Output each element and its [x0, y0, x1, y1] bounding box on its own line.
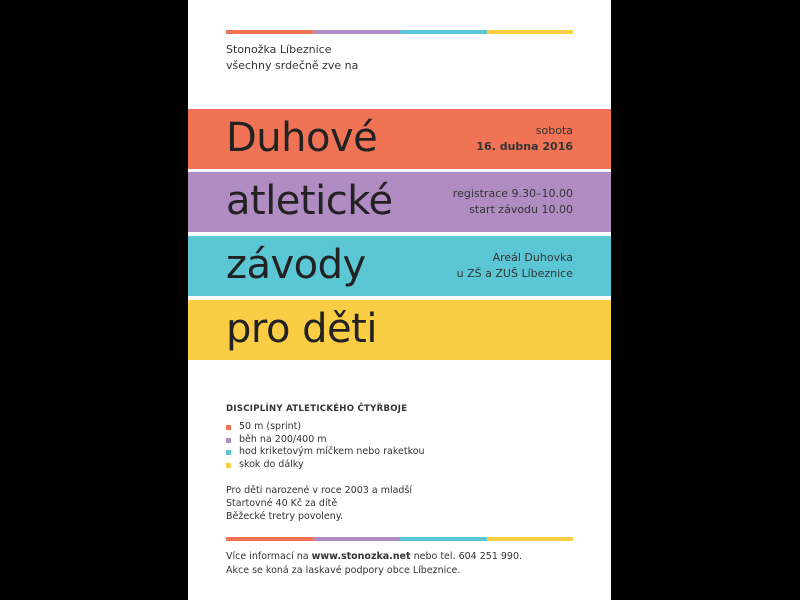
bullet-square-icon [226, 425, 231, 430]
top-stripe-orange [226, 30, 313, 34]
start-time: start závodu 10.00 [469, 203, 573, 216]
band-cyan [188, 236, 611, 296]
disciplines-list [226, 421, 425, 471]
bottom-stripe-purple [313, 537, 400, 541]
list-item: skok do dálky [226, 459, 425, 472]
top-stripe-cyan [400, 30, 487, 34]
bottom-stripe-cyan [400, 537, 487, 541]
sponsor-line: Akce se koná za laskavé podpory obce Líbeznice. [226, 565, 461, 576]
title-line-2: atletické [226, 178, 393, 224]
date-block [476, 123, 573, 155]
footer [226, 550, 522, 578]
website-link[interactable]: www.stonozka.net [311, 551, 411, 562]
bottom-stripe-orange [226, 537, 313, 541]
bottom-stripe-yellow [487, 537, 573, 541]
list-item: běh na 200/400 m [226, 434, 425, 447]
bullet-square-icon [226, 438, 231, 443]
notes [226, 484, 412, 523]
age-note: Pro děti narozené v roce 2003 a mladší [226, 485, 413, 496]
registration-time: registrace 9.30–10.00 [452, 187, 573, 200]
band-orange [188, 109, 611, 169]
title-line-4: pro děti [226, 306, 377, 352]
bullet-square-icon [226, 450, 231, 455]
shoes-note: Běžecké tretry povoleny. [226, 511, 344, 522]
weekday: sobota [535, 124, 573, 137]
top-stripe-yellow [487, 30, 573, 34]
band-yellow [188, 300, 611, 360]
disciplines-heading: DISCIPLÍNY ATLETICKÉHO ČTYŘBOJE [226, 404, 408, 414]
poster [188, 0, 611, 600]
organizer: Stonožka Líbeznice [226, 43, 332, 56]
intro-text [226, 42, 358, 74]
venue-block [457, 250, 573, 282]
fee-note: Startovné 40 Kč za dítě [226, 498, 338, 509]
invitation: všechny srdečně zve na [226, 59, 359, 72]
title-line-3: závody [226, 242, 366, 288]
top-stripe-purple [313, 30, 400, 34]
title-line-1: Duhové [226, 115, 378, 161]
event-date: 16. dubna 2016 [476, 140, 573, 153]
list-item: 50 m (sprint) [226, 421, 425, 434]
venue-name: Areál Duhovka [492, 251, 573, 264]
bullet-square-icon [226, 463, 231, 468]
band-purple [188, 172, 611, 232]
contact-line: Více informací na www.stonozka.net nebo tel. 604 251 990. [226, 551, 523, 562]
times-block [453, 186, 573, 218]
list-item: hod kriketovým míčkem nebo raketkou [226, 446, 425, 459]
venue-address: u ZŠ a ZUŠ Líbeznice [456, 267, 573, 280]
